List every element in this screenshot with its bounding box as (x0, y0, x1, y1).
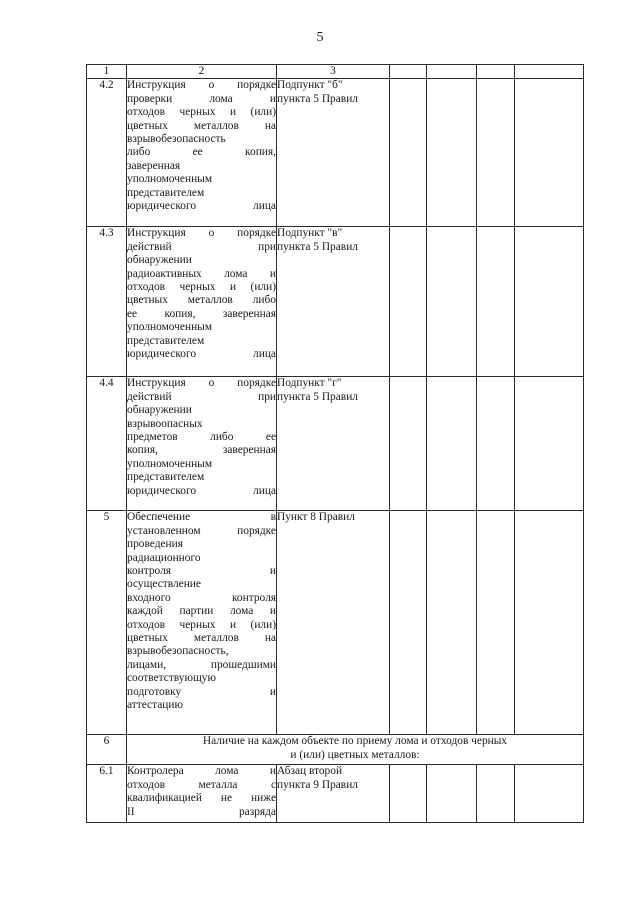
text-line: квалификацией не ниже (127, 792, 276, 805)
empty-cell (515, 511, 584, 735)
text-line: взрывобезопасность (127, 133, 226, 146)
text-line: отходов черных и (или) (127, 618, 276, 631)
text-line: либо ее копия, (127, 146, 276, 159)
empty-cell (477, 227, 515, 377)
text-line: представителем (127, 471, 205, 484)
column-header-4 (390, 65, 427, 79)
text-line: пункта 9 Правил (277, 778, 358, 791)
text-line: юридического лица (127, 200, 276, 213)
text-line: Наличие на каждом объекте по приему лома и отходов черных (202, 735, 508, 748)
text-line: Контролера лома и (127, 765, 276, 778)
table-row (87, 765, 584, 823)
requirement-text (127, 765, 277, 823)
rule-reference (277, 377, 390, 511)
row-number: 6 (87, 735, 127, 765)
text-line: радиационного (127, 551, 201, 564)
text-line: Обеспечение в (127, 511, 276, 524)
column-header-5 (427, 65, 477, 79)
text-line: лицами, прошедшими (127, 658, 276, 671)
text-line: цветных металлов на (127, 119, 276, 132)
empty-cell (427, 79, 477, 227)
text-line: Подпункт "г" (277, 377, 342, 390)
text-line: взрывоопасных (127, 417, 203, 430)
text-line: Пункт 8 Правил (277, 511, 355, 524)
empty-cell (477, 377, 515, 511)
checklist-table (86, 64, 584, 823)
text-line: соответствующую (127, 672, 216, 685)
text-line: проведения (127, 538, 183, 551)
text-line: представителем (127, 186, 205, 199)
text-line: каждой партии лома и (127, 605, 276, 618)
table-row (87, 511, 584, 735)
text-line: Инструкция о порядке (127, 79, 276, 92)
text-line: пункта 5 Правил (277, 240, 358, 253)
rule-reference (277, 765, 390, 823)
text-line: отходов черных и (или) (127, 106, 276, 119)
text-line: и (или) цветных металлов: (290, 748, 420, 761)
text-line: действий при (127, 240, 276, 253)
text-line: радиоактивных лома и (127, 267, 276, 280)
empty-cell (427, 227, 477, 377)
text-line: Подпункт "б" (277, 79, 343, 92)
empty-cell (390, 765, 427, 823)
text-line: осуществление (127, 578, 201, 591)
requirement-text (127, 511, 277, 735)
text-line: уполномоченным (127, 457, 213, 470)
text-line: Инструкция о порядке (127, 227, 276, 240)
text-line: взрывобезопасность, (127, 645, 229, 658)
requirement-text (127, 227, 277, 377)
text-line: пункта 5 Правил (277, 390, 358, 403)
column-header-2: 2 (127, 65, 277, 79)
empty-cell (427, 511, 477, 735)
empty-cell (515, 765, 584, 823)
text-line: подготовку и (127, 685, 276, 698)
text-line: обнаружении (127, 404, 192, 417)
text-line: уполномоченным (127, 321, 213, 334)
text-line: проверки лома и (127, 92, 276, 105)
section-row (87, 735, 584, 765)
text-line: Подпункт "в" (277, 227, 343, 240)
empty-cell (515, 79, 584, 227)
page-number: 5 (316, 30, 324, 45)
column-header-3: 3 (277, 65, 390, 79)
column-header-6 (477, 65, 515, 79)
text-line: предметов либо ее (127, 431, 276, 444)
column-header-7 (515, 65, 584, 79)
text-line: входного контроля (127, 591, 276, 604)
table-row (87, 227, 584, 377)
text-line: юридического лица (127, 348, 276, 361)
requirement-text (127, 79, 277, 227)
rule-reference (277, 79, 390, 227)
row-number: 4.3 (87, 227, 127, 377)
text-line: отходов металла с (127, 778, 276, 791)
text-line: обнаружении (127, 254, 192, 267)
text-line: копия, заверенная (127, 444, 276, 457)
section-heading (127, 735, 584, 765)
text-line: действий при (127, 390, 276, 403)
empty-cell (390, 227, 427, 377)
row-number: 6.1 (87, 765, 127, 823)
empty-cell (427, 377, 477, 511)
text-line: установленном порядке (127, 524, 276, 537)
table-row (87, 377, 584, 511)
text-line: представителем (127, 334, 205, 347)
empty-cell (477, 511, 515, 735)
text-line: контроля и (127, 565, 276, 578)
rule-reference (277, 227, 390, 377)
empty-cell (477, 79, 515, 227)
empty-cell (515, 377, 584, 511)
requirement-text (127, 377, 277, 511)
text-line: аттестацию (127, 699, 183, 712)
text-line: заверенная (127, 159, 181, 172)
text-line: цветных металлов на (127, 632, 276, 645)
empty-cell (515, 227, 584, 377)
text-line: уполномоченным (127, 173, 213, 186)
text-line: ее копия, заверенная (127, 307, 276, 320)
empty-cell (390, 511, 427, 735)
text-line: Абзац второй (277, 765, 343, 778)
text-line: пункта 5 Правил (277, 92, 358, 105)
text-line: отходов черных и (или) (127, 281, 276, 294)
text-line: II разряда (127, 805, 276, 818)
empty-cell (427, 765, 477, 823)
row-number: 5 (87, 511, 127, 735)
text-line: Инструкция о порядке (127, 377, 276, 390)
text-line: цветных металлов либо (127, 294, 276, 307)
table-row (87, 79, 584, 227)
row-number: 4.2 (87, 79, 127, 227)
row-number: 4.4 (87, 377, 127, 511)
column-header-1: 1 (87, 65, 127, 79)
empty-cell (390, 377, 427, 511)
rule-reference (277, 511, 390, 735)
column-number-row (87, 65, 584, 79)
text-line: юридического лица (127, 484, 276, 497)
empty-cell (477, 765, 515, 823)
empty-cell (390, 79, 427, 227)
